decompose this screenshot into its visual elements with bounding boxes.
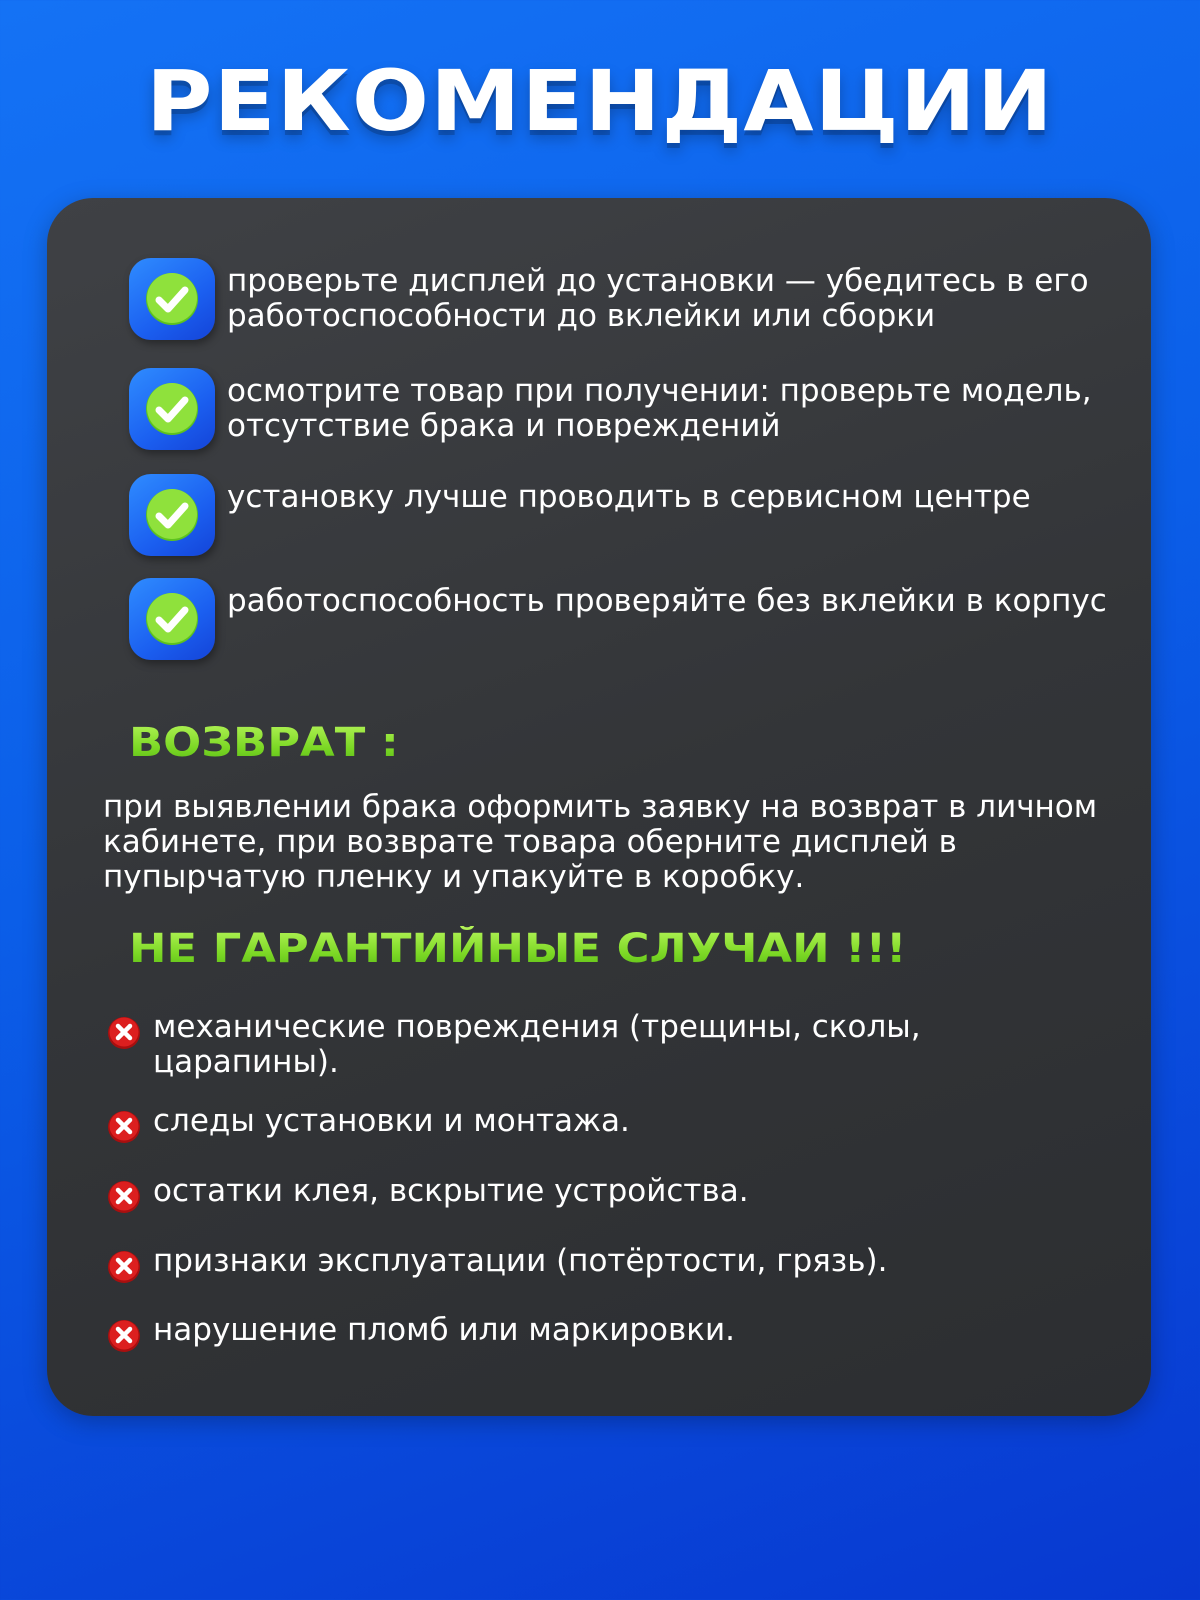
check-icon — [129, 474, 215, 556]
non-warranty-text: следы установки и монтажа. — [153, 1103, 630, 1139]
cross-icon — [107, 1250, 141, 1284]
non-warranty-heading: НЕ ГАРАНТИЙНЫЕ СЛУЧАИ !!! — [129, 926, 907, 972]
non-warranty-text: остатки клея, вскрытие устройства. — [153, 1173, 749, 1209]
cross-icon — [107, 1016, 141, 1050]
recommendation-text: работоспособность проверяйте без вклейки в корпус — [227, 583, 1107, 619]
recommendation-text: проверьте дисплей до установки — убедитесь в его работоспособности до вклейки или сборки — [227, 263, 1089, 334]
page-title: РЕКОМЕНДАЦИИ — [146, 52, 1054, 150]
check-icon — [129, 368, 215, 450]
cross-icon — [107, 1110, 141, 1144]
recommendation-text: установку лучше проводить в сервисном центре — [227, 479, 1031, 515]
return-heading: ВОЗВРАТ : — [129, 720, 399, 766]
non-warranty-text: признаки эксплуатации (потёртости, грязь). — [153, 1243, 888, 1279]
recommendation-text: осмотрите товар при получении: проверьте модель, отсутствие брака и повреждений — [227, 373, 1092, 444]
info-card — [47, 198, 1151, 1416]
check-icon — [129, 258, 215, 340]
check-icon — [129, 578, 215, 660]
cross-icon — [107, 1319, 141, 1353]
non-warranty-text: нарушение пломб или маркировки. — [153, 1312, 736, 1348]
return-text: при выявлении брака оформить заявку на возврат в личном кабинете, при возврате товара оберните дисплей в пупырчатую пленку и упакуйте в коробку. — [103, 789, 1098, 895]
non-warranty-text: механические повреждения (трещины, сколы, царапины). — [153, 1009, 921, 1080]
cross-icon — [107, 1180, 141, 1214]
